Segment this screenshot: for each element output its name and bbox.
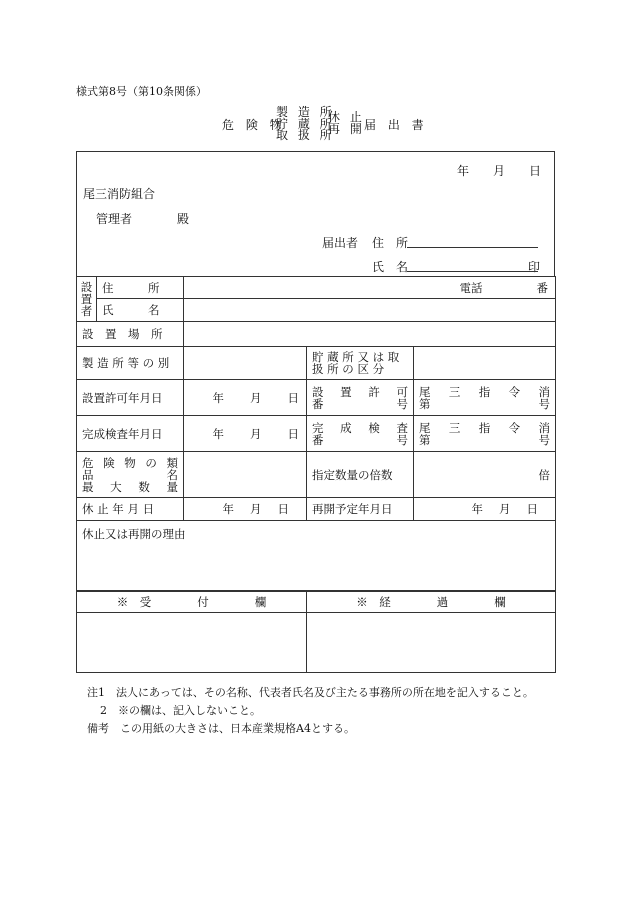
install-order-field[interactable] bbox=[414, 380, 556, 416]
row-facility-type bbox=[77, 347, 556, 380]
install-num-char-2: 置 bbox=[340, 384, 352, 399]
location-field[interactable] bbox=[184, 322, 556, 347]
inspect-date-field[interactable] bbox=[184, 416, 307, 452]
install-num-go: 号 bbox=[396, 396, 408, 411]
storage-type-field[interactable] bbox=[414, 347, 556, 380]
install-order-char-2: 三 bbox=[448, 384, 461, 399]
note-3: 備考 この用紙の大きさは、日本産業規格A4とする。 bbox=[87, 722, 355, 735]
inspect-num-char-4: 査 bbox=[396, 420, 408, 435]
hazard-mei: 名 bbox=[166, 467, 178, 482]
applicant-address-label: 住 所 bbox=[372, 236, 409, 250]
name-line bbox=[407, 271, 538, 272]
applicant-label: 届出者 bbox=[322, 236, 359, 250]
install-order-char-5: 消 bbox=[538, 384, 550, 399]
suspend-month: 月 bbox=[250, 502, 262, 516]
inspect-num-char-1: 完 bbox=[312, 420, 324, 435]
inspect-order-field[interactable] bbox=[414, 416, 556, 452]
date-year: 年 bbox=[457, 164, 470, 178]
title-action-1: 休 止 bbox=[328, 110, 365, 124]
phone-label: 電話 bbox=[459, 280, 483, 295]
title-facility-1: 製 造 所 bbox=[276, 105, 335, 119]
inspect-order-dai: 第 bbox=[419, 432, 431, 447]
inspect-year: 年 bbox=[212, 426, 224, 441]
title-action-column bbox=[328, 112, 365, 135]
inspect-num-char-3: 検 bbox=[368, 420, 380, 435]
inspect-order-char-3: 指 bbox=[478, 420, 491, 435]
progress-label: ※ 経 過 欄 bbox=[307, 591, 556, 613]
install-day: 日 bbox=[287, 390, 299, 405]
row-hazard bbox=[77, 452, 556, 498]
manager-label: 管理者 bbox=[96, 212, 133, 226]
inspect-order-char-1: 尾 bbox=[419, 420, 431, 435]
honorific: 殿 bbox=[177, 212, 190, 226]
row-dates bbox=[77, 498, 556, 521]
facility-type-field[interactable] bbox=[184, 347, 307, 380]
storage-type-line-1: 貯 蔵 所 又 は 取 bbox=[312, 350, 400, 364]
hazard-label bbox=[77, 452, 184, 498]
row-reason bbox=[77, 521, 556, 591]
inspect-order-char-5: 消 bbox=[538, 420, 550, 435]
install-number-label bbox=[307, 380, 414, 416]
hazard-char-1: 危 bbox=[82, 455, 94, 470]
installer-char-3: 者 bbox=[80, 304, 93, 318]
install-num-char-1: 設 bbox=[312, 384, 324, 399]
inspect-day: 日 bbox=[287, 426, 299, 441]
inspect-month: 月 bbox=[250, 426, 262, 441]
installer-char-2: 置 bbox=[80, 292, 93, 306]
hazard-max-3: 数 bbox=[138, 479, 150, 494]
title-facility-2: 貯 蔵 所 bbox=[276, 116, 335, 131]
progress-field bbox=[307, 613, 556, 673]
title-suffix: 届 出 書 bbox=[364, 118, 428, 132]
note-2: 2 ※の欄は、記入しないこと。 bbox=[100, 704, 261, 717]
multiple-field[interactable] bbox=[414, 452, 556, 498]
row-installer-name bbox=[77, 299, 556, 322]
install-order-char-4: 令 bbox=[508, 384, 521, 399]
installer-name-field[interactable] bbox=[184, 299, 556, 322]
install-order-go: 号 bbox=[538, 396, 551, 411]
note-1: 注1 法人にあっては、その名称、代表者氏名及び主たる事務所の所在地を記入すること。 bbox=[87, 686, 534, 699]
resume-day: 日 bbox=[526, 502, 539, 516]
install-date-field[interactable] bbox=[184, 380, 307, 416]
title-facility-3: 取 扱 所 bbox=[276, 128, 335, 142]
suspend-year: 年 bbox=[222, 502, 234, 516]
resume-date-label: 再開予定年月日 bbox=[307, 498, 414, 521]
location-label: 設 置 場 所 bbox=[77, 322, 184, 347]
inspect-num-ban: 番 bbox=[312, 432, 324, 447]
row-office-body bbox=[77, 613, 556, 673]
row-inspection bbox=[77, 416, 556, 452]
inspect-order-char-4: 令 bbox=[508, 420, 521, 435]
date-day: 日 bbox=[529, 164, 542, 178]
row-location bbox=[77, 322, 556, 347]
inspect-number-label bbox=[307, 416, 414, 452]
installer-label bbox=[77, 277, 97, 322]
reason-field[interactable] bbox=[77, 521, 556, 591]
resume-date-field[interactable] bbox=[414, 498, 556, 521]
facility-type-label: 製 造 所 等 の 別 bbox=[77, 347, 184, 380]
install-order-char-3: 指 bbox=[478, 384, 491, 399]
address-line bbox=[407, 247, 538, 248]
inspect-num-char-2: 成 bbox=[340, 420, 352, 435]
receipt-field bbox=[77, 613, 307, 673]
suspend-day: 日 bbox=[277, 502, 289, 516]
title-facility-column bbox=[276, 107, 335, 142]
installer-address-field[interactable] bbox=[184, 277, 556, 299]
hazard-max-1: 最 bbox=[82, 479, 94, 494]
hazard-hin: 品 bbox=[82, 467, 94, 482]
seal-mark: 印 bbox=[528, 260, 541, 274]
installer-char-1: 設 bbox=[80, 280, 93, 294]
hazard-field[interactable] bbox=[184, 452, 307, 498]
storage-type-label bbox=[307, 347, 414, 380]
recipient: 尾三消防組合 bbox=[83, 187, 156, 201]
installer-name-label: 氏 名 bbox=[97, 299, 184, 322]
header-box bbox=[76, 151, 555, 276]
installer-address-label: 住 所 bbox=[97, 277, 184, 299]
title-action-2: 再 開 bbox=[328, 121, 365, 136]
install-num-char-3: 許 bbox=[368, 384, 380, 399]
hazard-char-2: 険 bbox=[103, 455, 115, 470]
install-order-dai: 第 bbox=[419, 396, 431, 411]
install-date-label: 設置許可年月日 bbox=[77, 380, 184, 416]
row-office-header bbox=[77, 591, 556, 613]
multiple-unit: 倍 bbox=[538, 467, 551, 482]
hazard-max-2: 大 bbox=[110, 479, 122, 494]
form-table bbox=[76, 276, 556, 673]
multiple-label: 指定数量の倍数 bbox=[307, 452, 414, 498]
applicant-name-label: 氏 名 bbox=[372, 260, 409, 274]
resume-year: 年 bbox=[471, 502, 484, 516]
hazard-max-4: 量 bbox=[166, 479, 178, 494]
notes bbox=[87, 684, 534, 738]
row-install-permit bbox=[77, 380, 556, 416]
inspect-num-go: 号 bbox=[396, 432, 408, 447]
inspect-order-go: 号 bbox=[538, 432, 551, 447]
install-num-char-4: 可 bbox=[396, 384, 408, 399]
resume-month: 月 bbox=[499, 502, 511, 516]
install-year: 年 bbox=[212, 390, 224, 405]
title-prefix: 危 険 物 bbox=[222, 118, 286, 132]
row-installer-address bbox=[77, 277, 556, 299]
install-order-char-1: 尾 bbox=[419, 384, 431, 399]
hazard-char-4: の bbox=[145, 455, 157, 470]
install-num-ban: 番 bbox=[312, 396, 324, 411]
receipt-label: ※ 受 付 欄 bbox=[77, 591, 307, 613]
suspend-date-field[interactable] bbox=[184, 498, 307, 521]
hazard-char-3: 物 bbox=[124, 455, 136, 470]
reason-label: 休止又は再開の理由 bbox=[82, 527, 186, 541]
inspect-order-char-2: 三 bbox=[448, 420, 461, 435]
form-id: 様式第8号（第10条関係） bbox=[76, 85, 207, 98]
phone-suffix: 番 bbox=[536, 280, 549, 295]
storage-type-line-2: 扱 所 の 区 分 bbox=[312, 362, 385, 376]
date-month: 月 bbox=[493, 164, 506, 178]
install-month: 月 bbox=[250, 390, 262, 405]
inspect-date-label: 完成検査年月日 bbox=[77, 416, 184, 452]
suspend-date-label: 休 止 年 月 日 bbox=[77, 498, 184, 521]
hazard-char-5: 類 bbox=[166, 455, 178, 470]
